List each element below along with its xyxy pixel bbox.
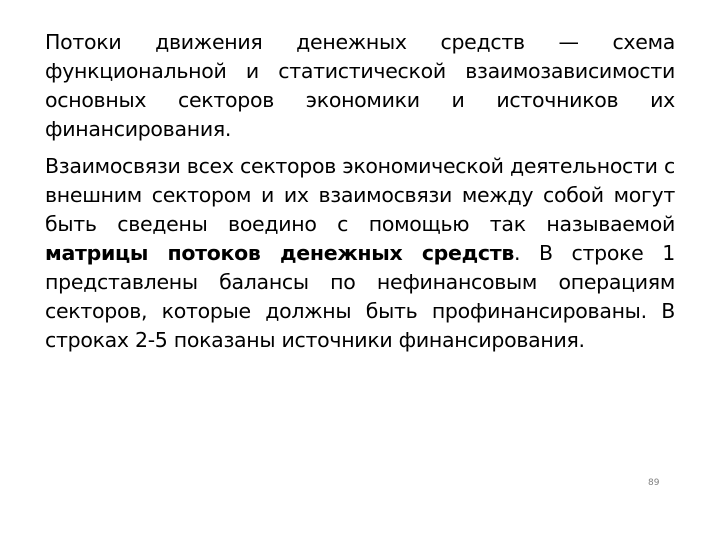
- paragraph-text-intro: Взаимосвязи всех секторов экономической деятельности с внешним сектором и их взаимосвязи между собой могут быть сведены воедино с помощью так называемой: [45, 154, 675, 236]
- paragraph-text-rows: . В строке 1 представлены балансы по нефинансовым операциям секторов, которые должны быть профинансированы. В строках 2-5 показаны источники финансирования.: [45, 241, 675, 352]
- paragraph-definition: Потоки движения денежных средств — схема функциональной и статистической взаимозависимости основных секторов экономики и источников их финансирования.: [45, 30, 675, 141]
- slide-body: [45, 28, 675, 355]
- paragraph-matrix-description: [45, 152, 675, 355]
- bold-term-matrix: матрицы потоков денежных средств: [45, 241, 515, 265]
- page-number: 89: [648, 478, 660, 488]
